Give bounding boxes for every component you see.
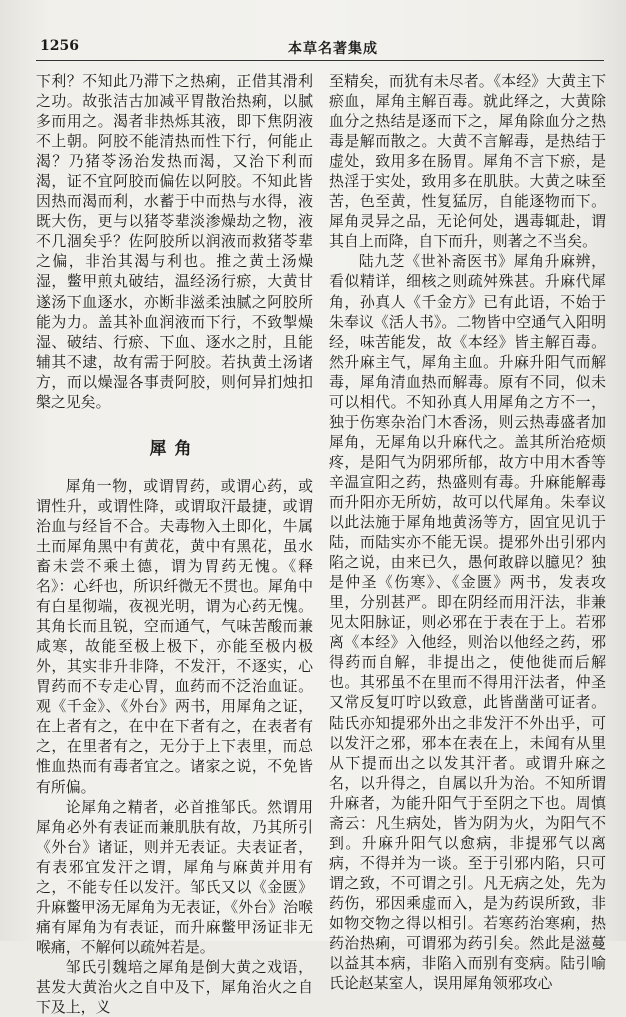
header-rule <box>36 60 604 61</box>
section-heading-xijiao: 犀角 <box>149 438 200 459</box>
page-number: 1256 <box>40 38 79 54</box>
right-column <box>329 71 606 993</box>
left-paragraph-4: 邹氏引魏培之犀角是倒大黄之戏语，甚发大黄治火之自中及下，犀角治火之自下及上，义 <box>36 957 313 1017</box>
book-title: 本草名著集成 <box>288 41 378 57</box>
right-paragraph-1: 至精矣，而犹有未尽者。《本经》大黄主下瘀血，犀角主解百毒。就此绎之，大黄除血分之热结是逐而下之，犀角除血分之热毒是解而散之。大黄不言解毒，是热结于虚处，致用多在肠胃。犀角不言下瘀，是热淫于实处，致用多在肌肤。大黄之味至苦，色至黄，性复猛厉，自能逐物而下。犀角灵异之品，无论何处，遇毒辄赴，谓其自上而降，自下而升，则著之不当矣。 <box>329 72 606 251</box>
page-header <box>40 36 600 58</box>
right-paragraph-2: 陆九芝《世补斋医书》犀角升麻辨，看似精详，细核之则疏舛殊甚。升麻代犀角，孙真人《千金方》已有此语，不始于朱奉议《活人书》。二物皆中空通气入阳明经，味苦能发，故《本经》皆主解百毒。然升麻主气，犀角主血。升麻升阳气而解毒，犀角清血热而解毒。原有不同，似未可以相代。不知孙真人用犀角之方不一，独于伤寒杂治门木香汤，则云热毒盛者加犀角，无犀角以升麻代之。盖其所治疮烦疼，是阳气为阴邪所郁，故方中用木香等辛温宣阳之药，热盛则有毒。升麻能解毒而升阳亦无所妨，故可以代犀角。朱奉议以此法施于犀角地黄汤等方，固宜见讥于陆，而陆实亦不能无误。提邪外出引邪内陷之说，由来已久，愚何敢辟以臆见？独是仲圣《伤寒》、《金匮》两书，发表攻里，分别甚严。即在阴经而用汗法，非兼见太阳脉证，则必邪在于表在于上。若邪离《本经》入他经，则治以他经之药，邪得药而自解，非提出之，使他徙而后解也。其邪虽不在里而不得用汗法者，仲圣又常反复叮咛以致意，此皆凿凿可证者。陆氏亦知提邪外出之非发汗不外出乎，可以发汗之邪，邪本在表在上，未闻有从里从下提而出之以发其汗者。或谓升麻之名，以升得之，自属以升为治。不知所谓升麻者，为能升阳气于至阴之下也。周慎斋云：凡生病处，皆为阴为火，为阳气不到。升麻升阳气以愈病，非提邪气以离病，不得并为一谈。至于引邪内陷，只可谓之致，不可谓之引。凡无病之处，先为药伤，邪因乘虚而入，是为药误所致，非如物交物之得以相引。若寒药治寒痢，热药治热痢，可谓邪为药引矣。然此是滋蔓以益其本病，非陷入而别有变病。陆引喻氏论赵某室人，误用犀角领邪攻心 <box>329 252 606 993</box>
left-paragraph-3: 论犀角之精者，必首推邹氏。然谓用犀角必外有表证而兼肌肤有故，乃其所引《外台》诸证，则并无表证。夫表证者，有表邪宜发汗之谓，犀角与麻黄并用有之，不能专任以发汗。邹氏又以《金匮》升麻鳖甲汤无犀角为无表证，《外台》治喉痛有犀角为有表证，而升麻鳖甲汤证非无喉痛，不解何以疏舛若是。 <box>36 797 313 956</box>
left-paragraph-2: 犀角一物，或谓胃药，或谓心药，或谓性升，或谓性降，或谓取汗最捷，或谓治血与经旨不合。夫毒物入土即化，牛属土而犀角黑中有黄花，黄中有黑花，虽水畜未尝不乘土德，谓为胃药无愧。《释名》：心纤也，所识纤微无不贯也。犀角中有白星彻端，夜视光明，谓为心药无愧。其角长而且锐，空而通气，气味苦酸而兼咸寒，故能至极上极下，亦能至极内极外，其实非升非降，不发汗，不逐实，心胃药而不专走心胃，血药而不泛治血证。观《千金》、《外台》两书，用犀角之证，在上者有之，在中在下者有之，在表者有之，在里者有之，无分于上下表里，而总惟血热而有毒者宜之。诸家之说，不免皆有所偏。 <box>36 476 313 796</box>
left-column <box>36 71 313 1017</box>
left-paragraph-1: 下利？不知此乃滞下之热痢，正借其滑利之功。故张洁古加减平胃散治热痢，以腻多而用之。渴者非热烁其液，即下焦阴液不上朝。阿胶不能清热而性下行，何能止渴？乃猪苓汤治发热而渴，又治下利而渴，证不宜阿胶而偏佐以阿胶。不知此皆因热而渴而利，水蓄于中而热与水得，液既大伤，更与以猪苓辈淡渗燥劫之物，液不几涸矣乎？佐阿胶所以润液而救猪苓辈之偏，非治其渴与利也。推之黄土汤燥湿，鳖甲煎丸破结，温经汤行瘀，大黄甘遂汤下血逐水，亦断非滋柔浊腻之阿胶所能为力。盖其补血润液而下行，不致掣燥湿、破结、行瘀、下血、逐水之肘，且能辅其不逮，故有需于阿胶。若执黄土汤诸方，而以燥湿各事责阿胶，则何异扪烛扣槃之见矣。 <box>36 72 313 411</box>
